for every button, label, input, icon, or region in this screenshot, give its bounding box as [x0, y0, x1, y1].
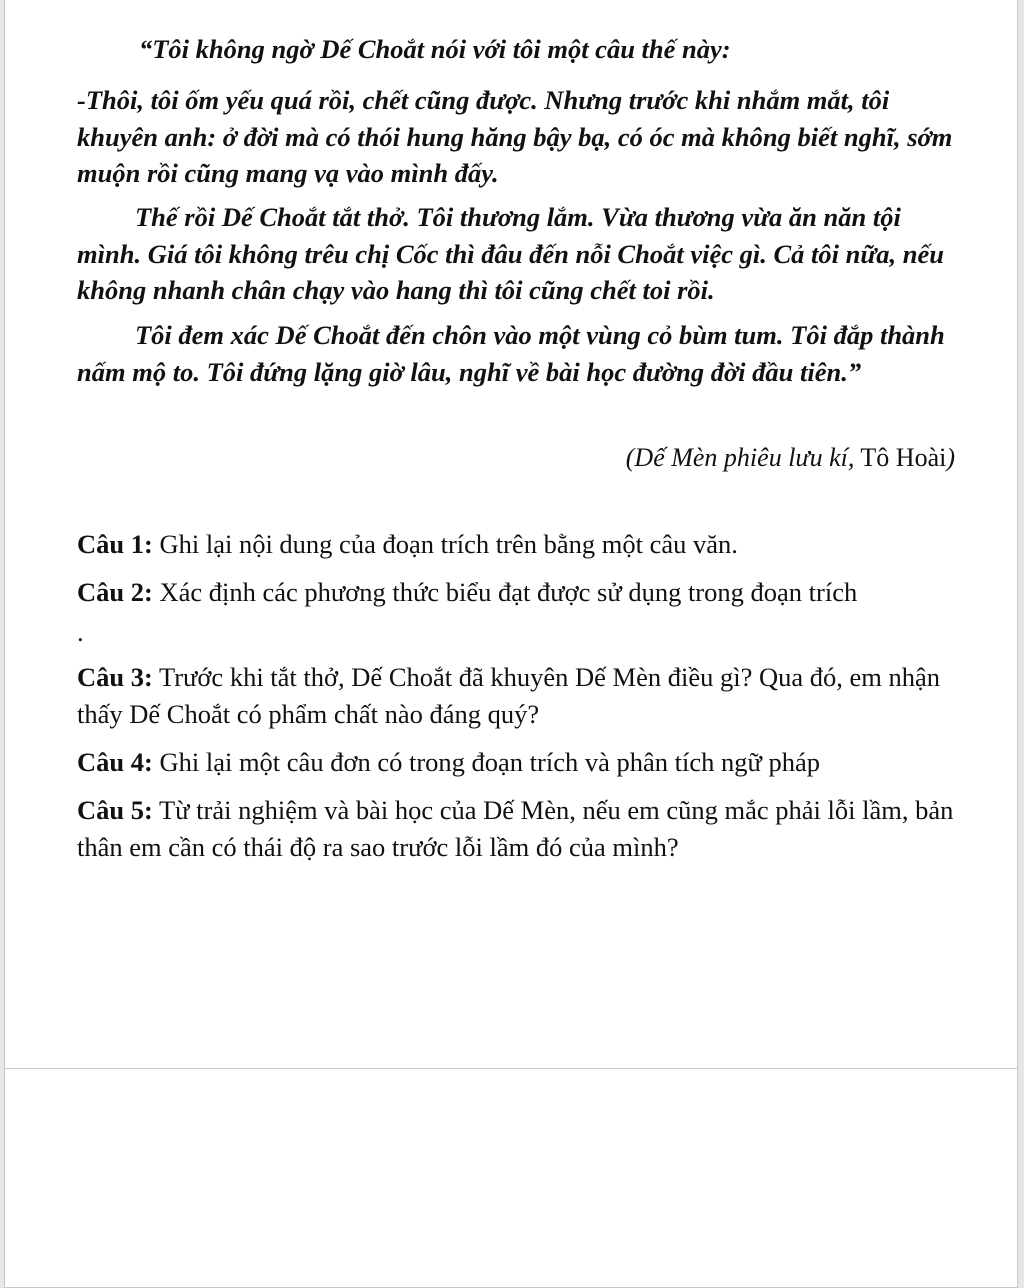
excerpt-opening: “Tôi không ngờ Dế Choắt nói với tôi một câu thế này:	[139, 34, 731, 64]
excerpt-death: Thế rồi Dế Choắt tắt thở. Tôi thương lắm. Vừa thương vừa ăn năn tội mình. Giá tôi không trêu chị Cốc thì đâu đến nỗi Choắt việc gì. Cả tôi nữa, nếu không nhanh chân chạy vào hang thì tôi cũng chết toi rồi.	[77, 202, 944, 305]
question-5	[77, 792, 977, 866]
excerpt-burial: Tôi đem xác Dế Choắt đến chôn vào một vùng cỏ bùm tum. Tôi đắp thành nấm mộ to. Tôi đứng lặng giờ lâu, nghĩ về bài học đường đời đầu tiên.”	[77, 320, 945, 387]
citation	[626, 440, 955, 476]
document-page-2	[4, 1058, 1018, 1288]
question-text: Từ trải nghiệm và bài học của Dế Mèn, nếu em cũng mắc phải lỗi lầm, bản thân em cần có thái độ ra sao trước lỗi lầm đó của mình?	[77, 795, 954, 862]
question-4	[77, 744, 977, 781]
excerpt-dialog: -Thôi, tôi ốm yếu quá rồi, chết cũng được. Nhưng trước khi nhắm mắt, tôi khuyên anh: ở đời mà có thói hung hăng bậy bạ, có óc mà không biết nghĩ, sớm muộn rồi cũng mang vạ vào mình đấy.	[77, 85, 953, 188]
question-text: Ghi lại nội dung của đoạn trích trên bằng một câu văn.	[152, 529, 738, 559]
question-1	[77, 526, 977, 563]
question-text: Xác định các phương thức biểu đạt được sử dụng trong đoạn trích	[152, 577, 858, 607]
question-label: Câu 2:	[77, 577, 153, 607]
question-text: Ghi lại một câu đơn có trong đoạn trích và phân tích ngữ pháp	[152, 747, 820, 777]
question-text: Trước khi tắt thở, Dế Choắt đã khuyên Dế Mèn điều gì? Qua đó, em nhận thấy Dế Choắt có phẩm chất nào đáng quý?	[77, 662, 941, 729]
citation-author: Tô Hoài	[854, 443, 947, 472]
question-label: Câu 5:	[77, 795, 153, 825]
citation-open: (	[625, 443, 635, 472]
citation-work: Dế Mèn phiêu lưu kí,	[634, 443, 855, 472]
stray-period: .	[77, 617, 84, 647]
question-label: Câu 1:	[77, 529, 153, 559]
document-page-1	[4, 0, 1018, 1069]
question-label: Câu 4:	[77, 747, 153, 777]
question-label: Câu 3:	[77, 662, 153, 692]
citation-close: )	[946, 443, 955, 472]
question-3	[77, 659, 977, 733]
question-2	[77, 574, 977, 611]
